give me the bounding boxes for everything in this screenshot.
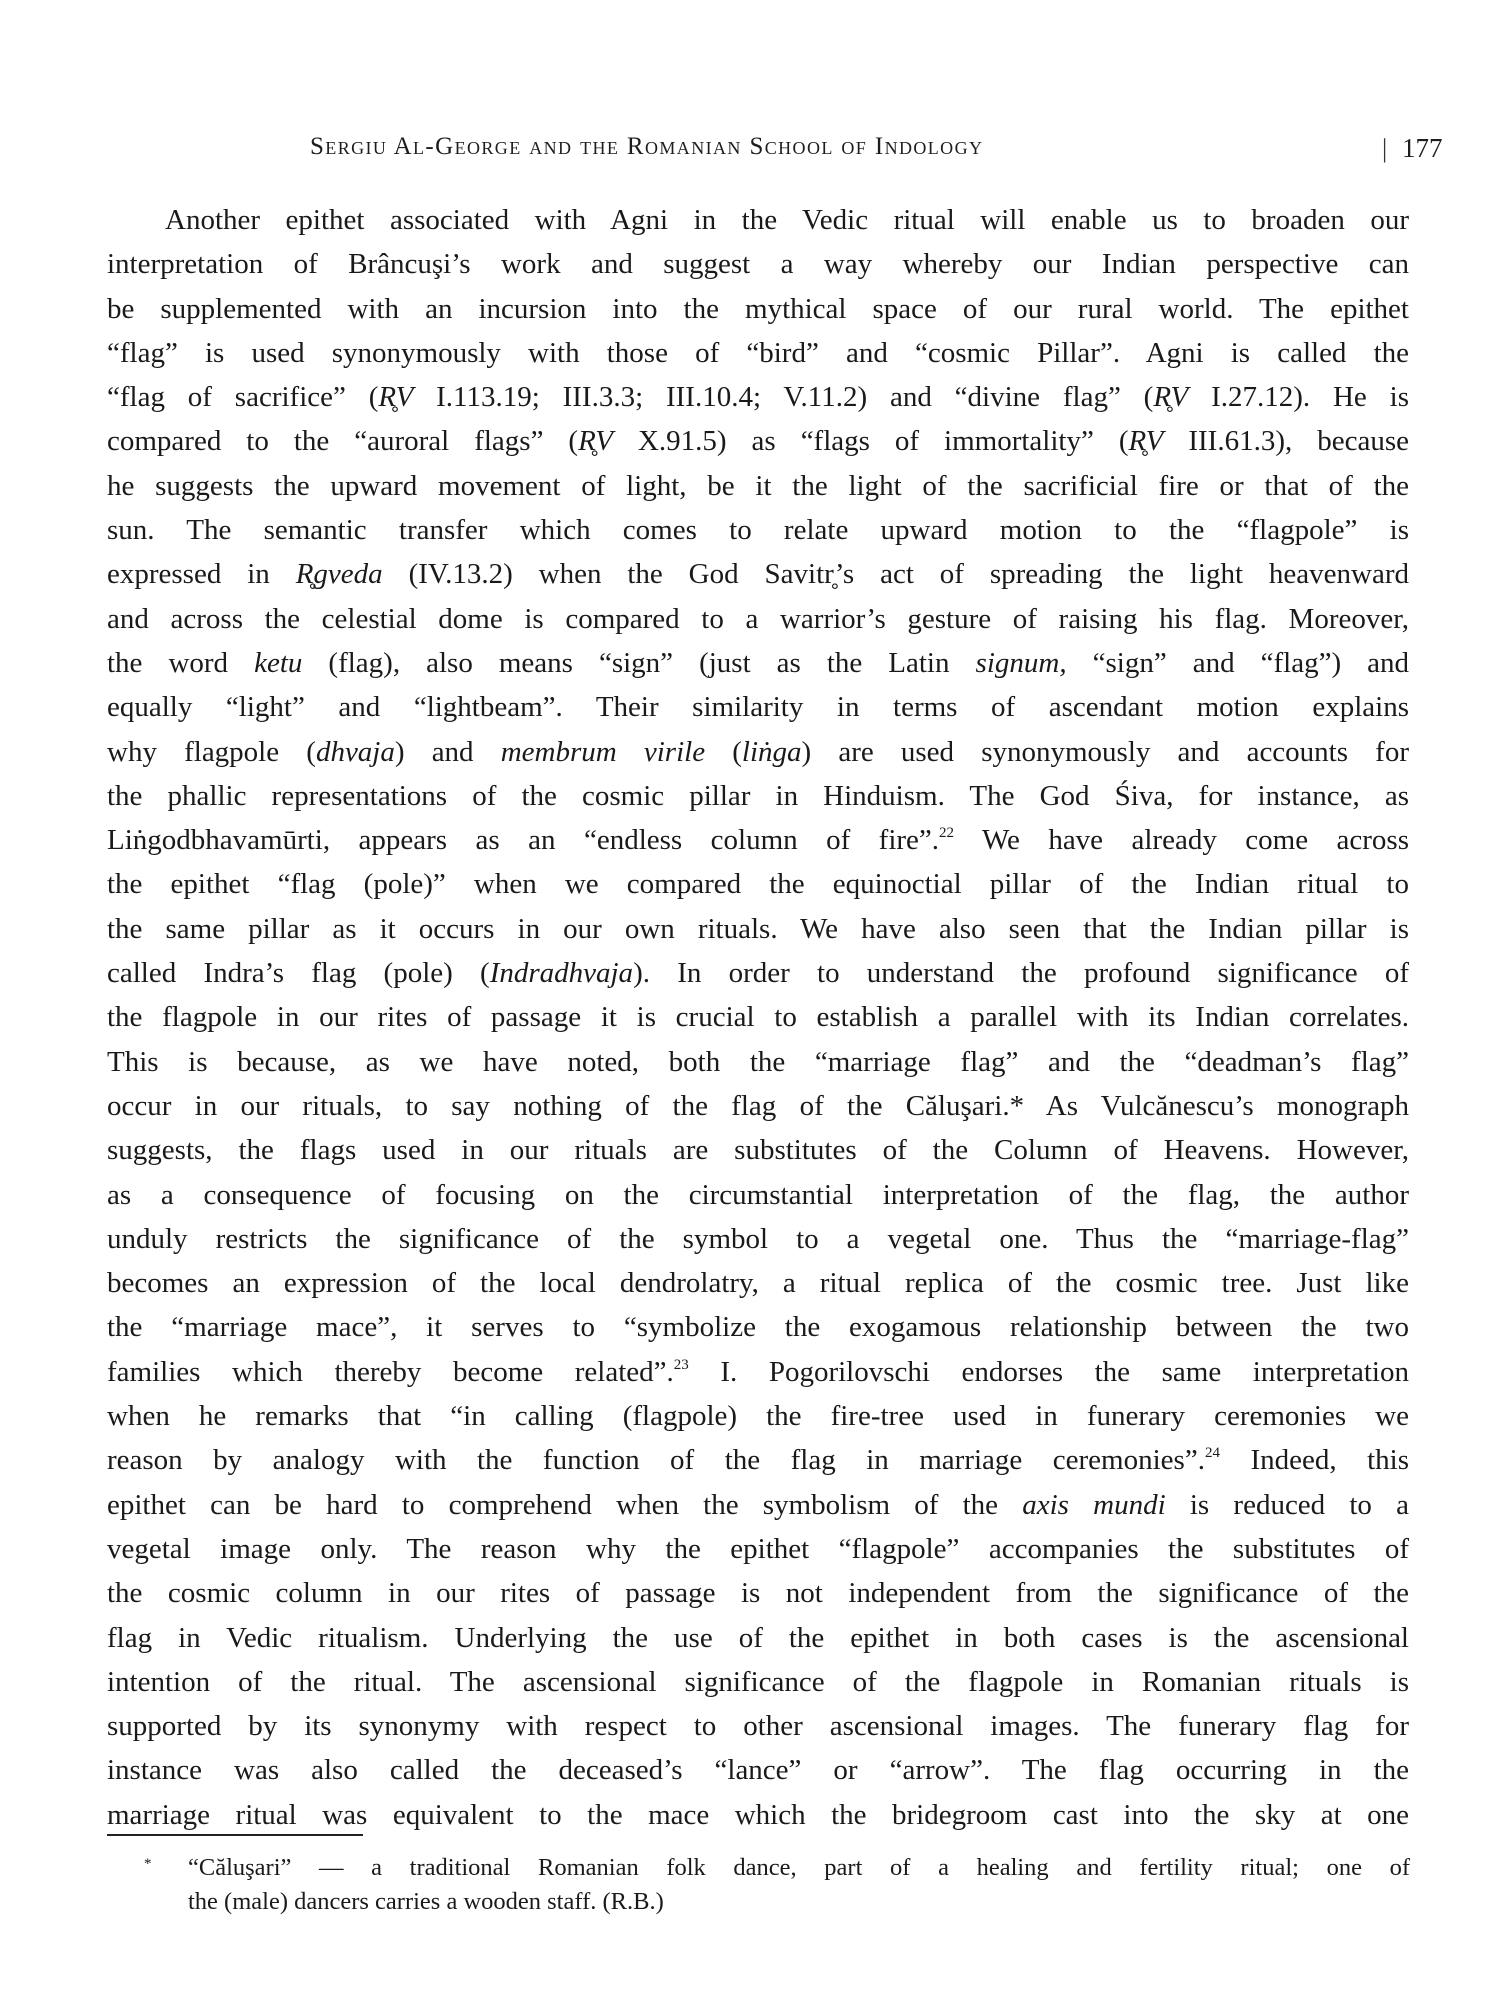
page-number: 177	[1402, 133, 1443, 163]
text-line	[107, 242, 1409, 286]
text-run: “sign” and “flag”) and	[1066, 646, 1409, 679]
text-line	[107, 685, 1409, 729]
text-run: ) are used synonymously and accounts for	[801, 735, 1409, 768]
italic-term: membrum virile	[500, 735, 706, 768]
text-run: “flag” is used synonymously with those of “bird” and “cosmic Pillar”. Agni is called the	[107, 336, 1409, 369]
text-run: when he remarks that “in calling (flagpole) the fire-tree used in funerary ceremonies we	[107, 1400, 1409, 1433]
text-run: intention of the ritual. The ascensional significance of the flagpole in Romanian rituals is	[107, 1665, 1409, 1698]
text-line	[107, 198, 1409, 242]
text-run: III.61.3), because	[1163, 425, 1409, 458]
italic-term: Indradhvaja	[489, 957, 634, 990]
text-line	[107, 1261, 1409, 1305]
text-line	[107, 1084, 1409, 1128]
text-run: reason by analogy with the function of the flag in marriage ceremonies”.	[107, 1444, 1205, 1477]
italic-term: axis mundi	[1022, 1488, 1166, 1521]
text-line	[107, 552, 1409, 596]
text-run: (	[705, 735, 742, 768]
text-line	[107, 1040, 1409, 1084]
text-line	[107, 331, 1409, 375]
text-run: compared to the “auroral flags” (	[107, 425, 579, 458]
footnote-reference: 22	[939, 825, 955, 842]
text-line	[107, 1483, 1409, 1527]
footnote-divider	[107, 1834, 363, 1836]
text-run: occur in our rituals, to say nothing of the flag of the Căluşari.* As Vulcănescu’s monograph	[107, 1089, 1409, 1122]
text-run: the same pillar as it occurs in our own rituals. We have also seen that the Indian pillar is	[107, 912, 1409, 945]
italic-term: R̥V	[1128, 425, 1164, 458]
text-line	[107, 1438, 1409, 1482]
text-run: families which thereby become related”.	[107, 1355, 674, 1388]
running-head-title: Sergiu Al-George and the Romanian School of Indology	[310, 133, 984, 160]
text-run: This is because, as we have noted, both the “marriage flag” and the “deadman’s flag”	[107, 1045, 1409, 1078]
text-run: Liṅgodbhavamūrti, appears as an “endless column of fire”.	[107, 824, 940, 857]
text-run: ) and	[394, 735, 501, 768]
text-run: I.113.19; III.3.3; III.10.4; V.11.2) and “divine flag” (	[413, 381, 1154, 414]
text-run: as a consequence of focusing on the circumstantial interpretation of the flag, the author	[107, 1178, 1409, 1211]
header-separator: |	[1382, 134, 1388, 163]
text-line	[107, 1704, 1409, 1748]
text-run: and across the celestial dome is compared to a warrior’s gesture of raising his flag. Moreover,	[107, 602, 1409, 635]
text-run: Another epithet associated with Agni in the Vedic ritual will enable us to broaden our	[165, 204, 1409, 236]
text-line	[107, 1748, 1409, 1792]
text-run: unduly restricts the significance of the symbol to a vegetal one. Thus the “marriage-flag”	[107, 1222, 1409, 1255]
text-run: “flag of sacrifice” (	[107, 381, 379, 414]
text-line	[107, 1660, 1409, 1704]
text-run: is reduced to a	[1165, 1488, 1410, 1521]
text-line	[107, 1793, 1409, 1837]
text-run: called Indra’s flag (pole) (	[107, 957, 490, 990]
text-line	[107, 1616, 1409, 1660]
text-line	[107, 1128, 1409, 1172]
text-line	[107, 419, 1409, 463]
text-line	[107, 375, 1409, 419]
footnote-reference: 23	[673, 1356, 689, 1373]
text-line	[107, 1394, 1409, 1438]
italic-term: dhvaja	[315, 735, 395, 768]
footnote-reference: 24	[1204, 1445, 1220, 1462]
text-line	[107, 730, 1409, 774]
footnote	[144, 1851, 1410, 1919]
text-run: suggests, the flags used in our rituals are substitutes of the Column of Heavens. However,	[107, 1134, 1409, 1167]
text-run: I.27.12). He is	[1188, 381, 1409, 414]
text-run: Indeed, this	[1219, 1444, 1409, 1477]
text-run: the phallic representations of the cosmic pillar in Hinduism. The God Śiva, for instance, as	[107, 779, 1409, 812]
text-run: be supplemented with an incursion into the mythical space of our rural world. The epithet	[107, 292, 1409, 325]
text-run: epithet can be hard to comprehend when the symbolism of the	[107, 1488, 1023, 1521]
text-run: why flagpole (	[107, 735, 316, 768]
text-run: the flagpole in our rites of passage it is crucial to establish a parallel with its Indian correlates.	[107, 1001, 1409, 1034]
italic-term: R̥gveda	[295, 558, 383, 591]
main-paragraph	[107, 198, 1409, 1837]
text-run: marriage ritual was equivalent to the mace which the bridegroom cast into the sky at one	[107, 1798, 1409, 1831]
text-run: instance was also called the deceased’s “lance” or “arrow”. The flag occurring in the	[107, 1754, 1409, 1787]
text-run: the word	[107, 646, 255, 679]
text-run: X.91.5) as “flags of immortality” (	[613, 425, 1129, 458]
text-run: he suggests the upward movement of light, be it the light of the sacrificial fire or that of the	[107, 469, 1409, 502]
text-line	[107, 597, 1409, 641]
text-line	[107, 287, 1409, 331]
text-line	[107, 1350, 1409, 1394]
text-run: the “marriage mace”, it serves to “symbolize the exogamous relationship between the two	[107, 1311, 1409, 1344]
text-line	[107, 951, 1409, 995]
text-run: the epithet “flag (pole)” when we compared the equinoctial pillar of the Indian ritual to	[107, 868, 1409, 901]
text-run: (IV.13.2) when the God Savitr̥’s act of spreading the light heavenward	[382, 558, 1409, 591]
text-run: flag in Vedic ritualism. Underlying the use of the epithet in both cases is the ascensional	[107, 1621, 1409, 1654]
text-line	[107, 1571, 1409, 1615]
text-run: supported by its synonymy with respect to other ascensional images. The funerary flag for	[107, 1710, 1409, 1743]
text-line	[107, 508, 1409, 552]
text-line	[107, 641, 1409, 685]
text-line	[107, 1305, 1409, 1349]
italic-term: R̥V	[578, 425, 613, 458]
text-run: (flag), also means “sign” (just as the Latin	[302, 646, 976, 679]
text-run: equally “light” and “lightbeam”. Their similarity in terms of ascendant motion explains	[107, 691, 1409, 724]
footnote-marker: *	[144, 1856, 152, 1872]
text-run: becomes an expression of the local dendrolatry, a ritual replica of the cosmic tree. Just like	[107, 1267, 1409, 1300]
text-run: interpretation of Brâncuşi’s work and suggest a way whereby our Indian perspective can	[107, 248, 1409, 281]
text-line	[107, 1173, 1409, 1217]
text-run: expressed in	[107, 558, 296, 591]
text-line	[107, 1217, 1409, 1261]
footnote-line: “Căluşari” — a traditional Romanian folk dance, part of a healing and fertility ritual; one of	[188, 1854, 1410, 1881]
text-run: I. Pogorilovschi endorses the same interpretation	[688, 1355, 1409, 1388]
text-run: sun. The semantic transfer which comes to relate upward motion to the “flagpole” is	[107, 514, 1409, 547]
text-run: We have already come across	[954, 824, 1409, 857]
text-line	[107, 464, 1409, 508]
italic-term: liṅga	[741, 735, 802, 768]
text-line	[107, 818, 1409, 862]
text-line	[107, 1527, 1409, 1571]
text-line	[107, 774, 1409, 818]
italic-term: R̥V	[1153, 381, 1189, 414]
italic-term: R̥V	[378, 381, 414, 414]
text-line	[107, 907, 1409, 951]
text-run: ). In order to understand the profound significance of	[633, 957, 1409, 990]
text-run: the cosmic column in our rites of passage is not independent from the significance of the	[107, 1577, 1409, 1610]
footnote-line: the (male) dancers carries a wooden staff. (R.B.)	[188, 1888, 664, 1915]
text-line	[107, 995, 1409, 1039]
text-line	[107, 862, 1409, 906]
text-run: vegetal image only. The reason why the epithet “flagpole” accompanies the substitutes of	[107, 1532, 1409, 1565]
italic-term: signum,	[975, 646, 1067, 679]
italic-term: ketu	[254, 646, 303, 679]
